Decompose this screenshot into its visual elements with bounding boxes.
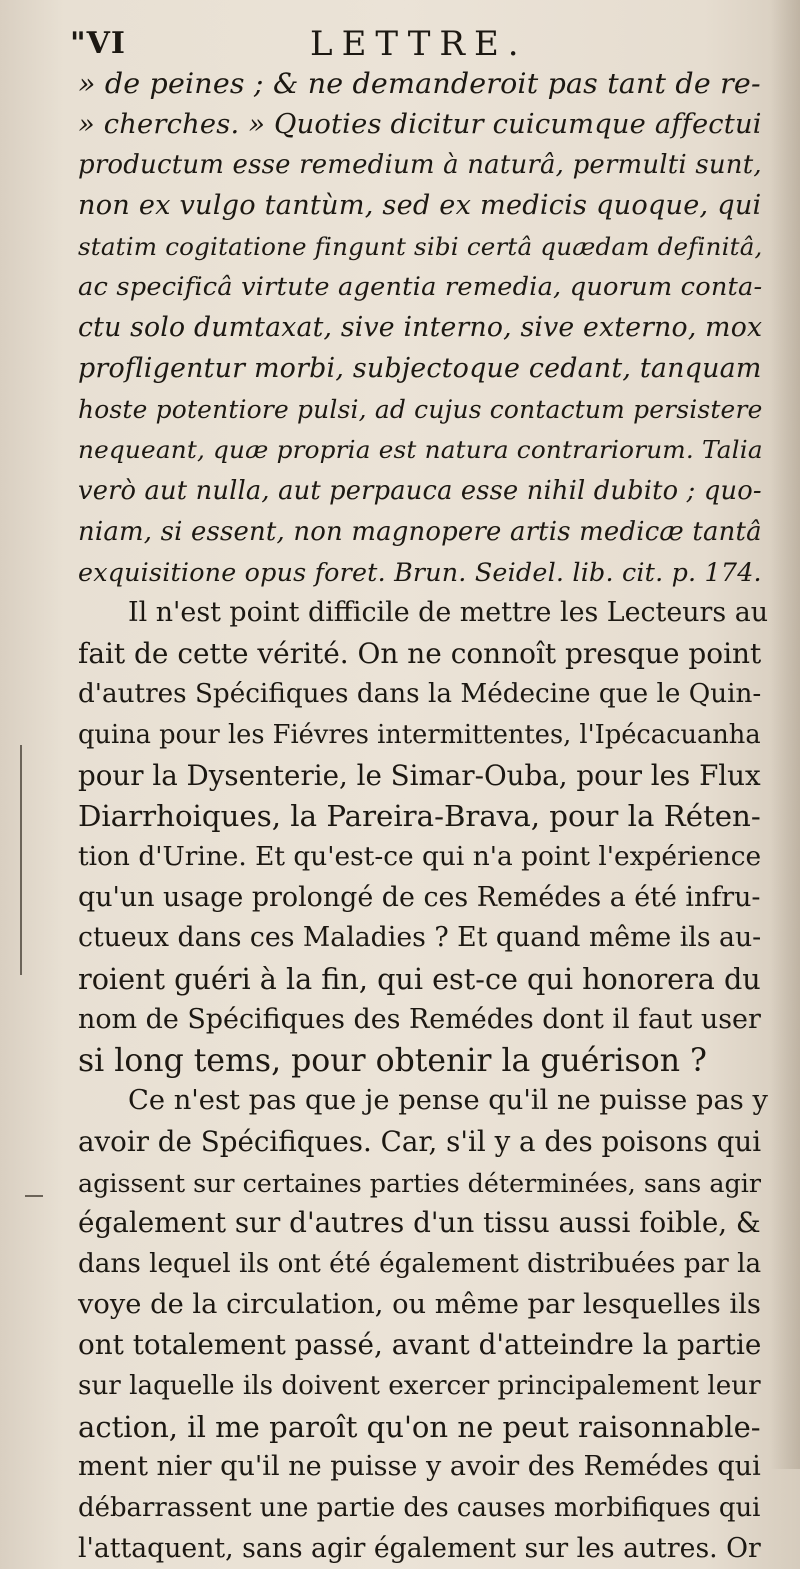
text-line: Ce n'est pas que je pense qu'il ne puisse pas y [128,1085,768,1117]
margin-bracket-mark [20,745,44,975]
text-line: si long tems, pour obtenir la guérison ? [78,1042,707,1079]
text-line: ac specificâ virtute agentia remedia, quorum conta- [78,272,763,303]
text-line: d'autres Spécifiques dans la Médecine que le Quin- [78,679,762,710]
text-line: quina pour les Fiévres intermittentes, l'Ipécacuanha [78,720,761,750]
text-line: productum esse remedium à naturâ, permulti sunt, [78,150,762,181]
text-line: dans lequel ils ont été également distribuées par la [78,1248,762,1279]
text-line: voye de la circulation, ou même par lesquelles ils [78,1288,761,1320]
latin-quotation [78,64,768,593]
text-line: Il n'est point difficile de mettre les Lecteurs au [128,596,769,628]
text-line: débarrassent une partie des causes morbifiques qui [78,1493,761,1524]
page-edge-shadow [770,0,800,1469]
text-line: ont totalement passé, avant d'atteindre la partie [78,1328,762,1362]
text-line: avoir de Spécifiques. Car, s'il y a des poisons qui [78,1124,762,1158]
margin-dash-mark [25,1195,43,1197]
text-line: hoste potentiore pulsi, ad cujus contactum persistere [78,394,763,424]
running-head: LETTRE. [310,24,528,64]
text-line: agissent sur certaines parties déterminées, sans agir [78,1167,761,1198]
text-line: » de peines ; & ne demanderoit pas tant de re- [78,67,761,100]
text-line: roient guéri à la fin, qui est-ce qui honorera du [78,962,761,997]
text-line: fait de cette vérité. On ne connoît presque point [78,636,762,670]
text-line: pour la Dysenterie, le Simar-Ouba, pour les Flux [78,758,761,792]
paragraph-2 [78,1081,768,1569]
paragraph-1 [78,593,768,1081]
text-line: nequeant, quæ propria est natura contrariorum. Talia [78,435,763,465]
text-line: Diarrhoiques, la Pareira-Brava, pour la Réten- [78,799,761,834]
text-line: niam, si essent, non magnopere artis medicæ tantâ [78,516,762,547]
text-line: statim cogitatione fingunt sibi certâ quædam definitâ, [78,231,763,261]
text-line: ctu solo dumtaxat, sive interno, sive externo, mox [78,312,763,344]
page-header [70,20,630,64]
text-line: ment nier qu'il ne puisse y avoir des Remédes qui [78,1451,761,1483]
text-line: l'attaquent, sans agir également sur les autres. Or [78,1532,761,1564]
text-line: » cherches. » Quoties dicitur cuicumque affectui [78,108,762,140]
text-line: action, il me paroît qu'on ne peut raisonnable- [78,1409,761,1444]
text-line: verò aut nulla, aut perpauca esse nihil dubito ; quo- [78,475,762,506]
text-line: tion d'Urine. Et qu'est-ce qui n'a point l'expérience [78,841,762,873]
text-line: profligentur morbi, subjectoque cedant, tanquam [78,352,762,384]
page-number: "VI [70,26,126,61]
text-line: nom de Spécifiques des Remédes dont il faut user [78,1003,761,1035]
text-line: non ex vulgo tantùm, sed ex medicis quoque, qui [78,190,762,222]
text-line: ctueux dans ces Maladies ? Et quand même ils au- [78,922,762,954]
body-text [78,64,768,1569]
text-line: également sur d'autres d'un tissu aussi foible, & [78,1206,761,1240]
text-line: sur laquelle ils doivent exercer principalement leur [78,1371,761,1401]
text-line: exquisitione opus foret. Brun. Seidel. lib. cit. p. 174. [78,557,762,588]
text-line: qu'un usage prolongé de ces Remédes a été infru- [78,881,761,913]
